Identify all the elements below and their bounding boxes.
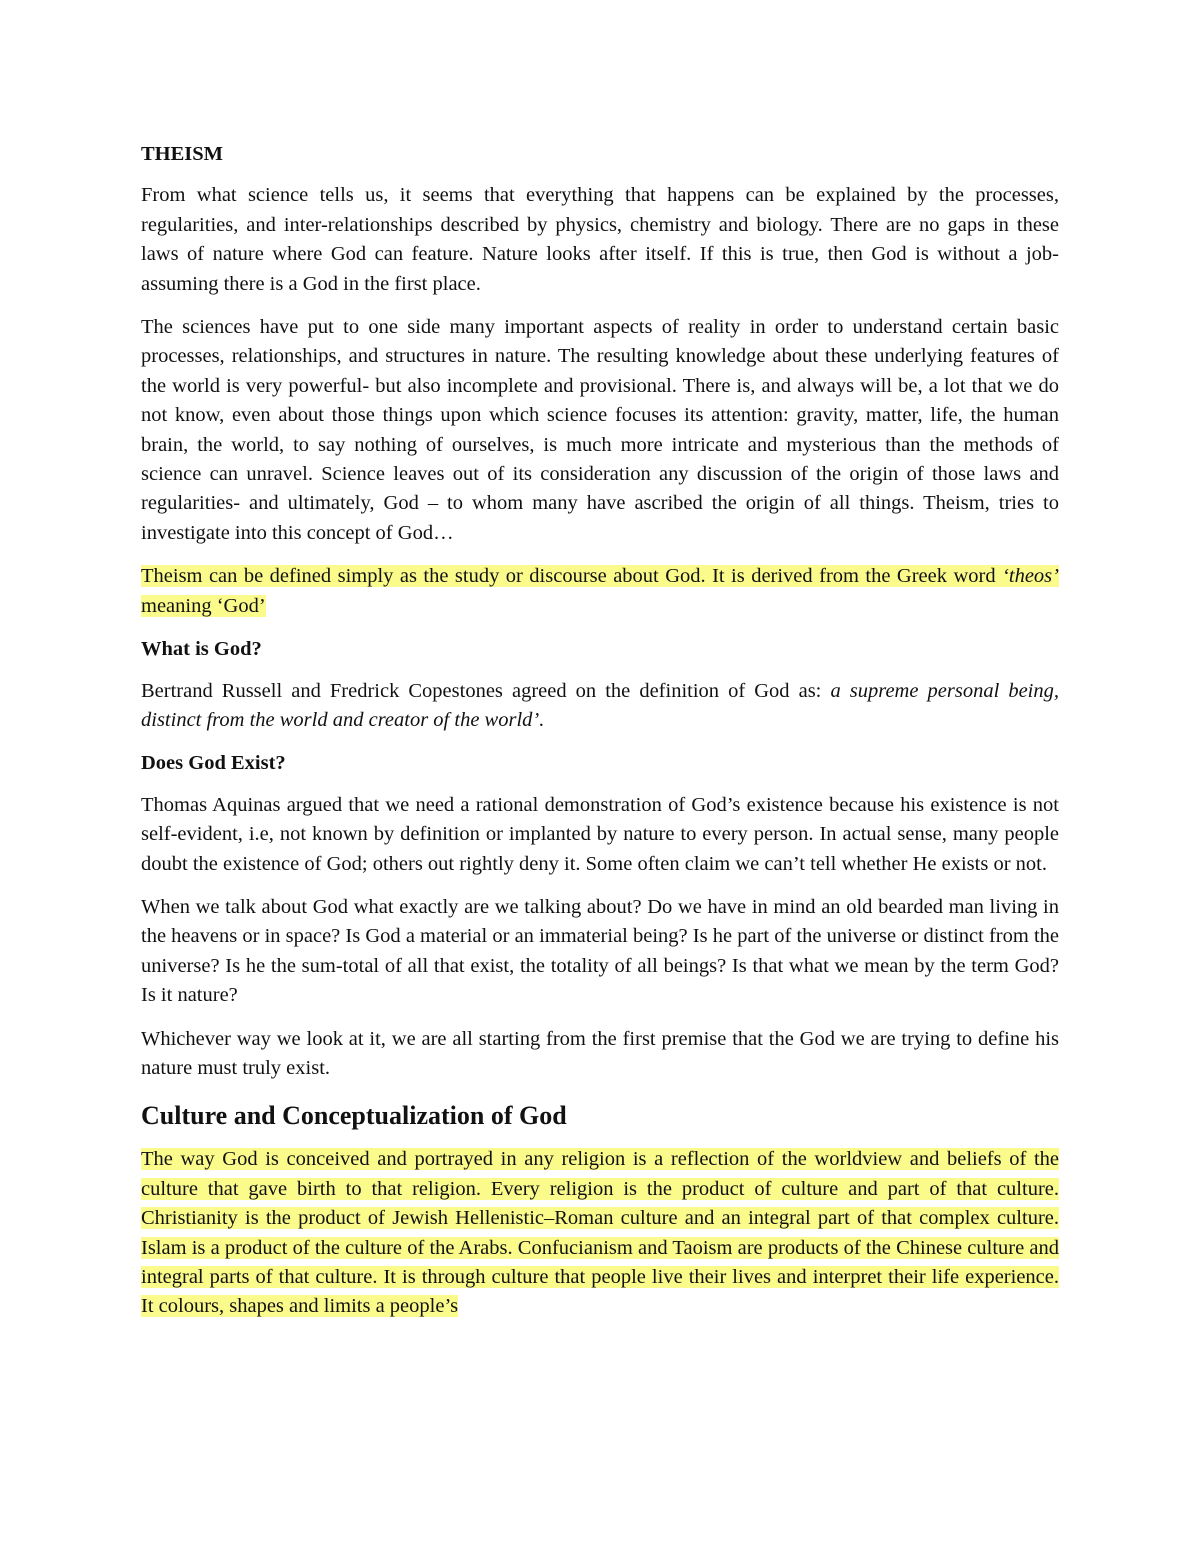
definition-text: Theism can be defined simply as the study or discourse about God. It is derived from the Greek word: [141, 565, 1003, 588]
definition-term: ‘theos’: [1002, 565, 1059, 588]
heading-does-god-exist: Does God Exist?: [141, 752, 286, 775]
paragraph-russell: [141, 677, 1059, 736]
paragraph-science: From what science tells us, it seems that everything that happens can be explained by the processes, regularities, and inter-relationships described by physics, chemistry and biology. There are no gaps in these laws of nature where God can feature. Nature looks after itself. If this is true, then God is without a job-assuming there is a God in the first place.: [141, 184, 1059, 295]
definition-highlight: [141, 565, 1059, 616]
section-title-culture: Culture and Conceptualization of God: [141, 1101, 567, 1131]
russell-quote: a supreme personal being, distinct from the world and creator of the world’.: [141, 679, 1059, 731]
definition-meaning: meaning ‘God’: [141, 594, 266, 617]
document-title: THEISM: [141, 143, 224, 165]
paragraph-sciences-limits: The sciences have put to one side many important aspects of reality in order to understand certain basic processes, relationships, and structures in nature. The resulting knowledge about these underlying features of the world is very powerful- but also incomplete and provisional. There is, and always will be, a lot that we do not know, even about those things upon which science focuses its attention: gravity, matter, life, the human brain, the world, to say nothing of ourselves, is much more intricate and mysterious than the methods of science can unravel. Science leaves out of its consideration any discussion of the origin of those laws and regularities- and ultimately, God – to whom many have ascribed the origin of all things. Theism, tries to investigate into this concept of God…: [141, 316, 1059, 544]
paragraph-aquinas: Thomas Aquinas argued that we need a rational demonstration of God’s existence because his existence is not self-evident, i.e, not known by definition or implanted by nature to every person. In actual sense, many people doubt the existence of God; others out rightly deny it. Some often claim we can’t tell whether He exists or not.: [141, 793, 1059, 875]
paragraph-definition: [141, 562, 1059, 621]
paragraph-questions: When we talk about God what exactly are we talking about? Do we have in mind an old bearded man living in the heavens or in space? Is God a material or an immaterial being? Is he part of the universe or distinct from the universe? Is he the sum-total of all that exist, the totality of all beings? Is that what we mean by the term God? Is it nature?: [141, 895, 1059, 1007]
russell-text: Bertrand Russell and Fredrick Copestones agreed on the definition of God as:: [141, 679, 831, 702]
document-page: [141, 140, 1059, 1336]
paragraph-culture: [141, 1145, 1059, 1321]
heading-what-is-god: What is God?: [141, 638, 262, 661]
culture-highlight: The way God is conceived and portrayed in any religion is a reflection of the worldview and beliefs of the culture that gave birth to that religion. Every religion is the product of culture and part of that culture. Christianity is the product of Jewish Hellenistic–Roman culture and an integral part of that complex culture. Islam is a product of the culture of the Arabs. Confucianism and Taoism are products of the Chinese culture and integral parts of that culture. It is through culture that people live their lives and interpret their life experience. It colours, shapes and limits a people’s: [141, 1148, 1059, 1318]
paragraph-premise: Whichever way we look at it, we are all starting from the first premise that the God we are trying to define his nature must truly exist.: [141, 1027, 1059, 1079]
